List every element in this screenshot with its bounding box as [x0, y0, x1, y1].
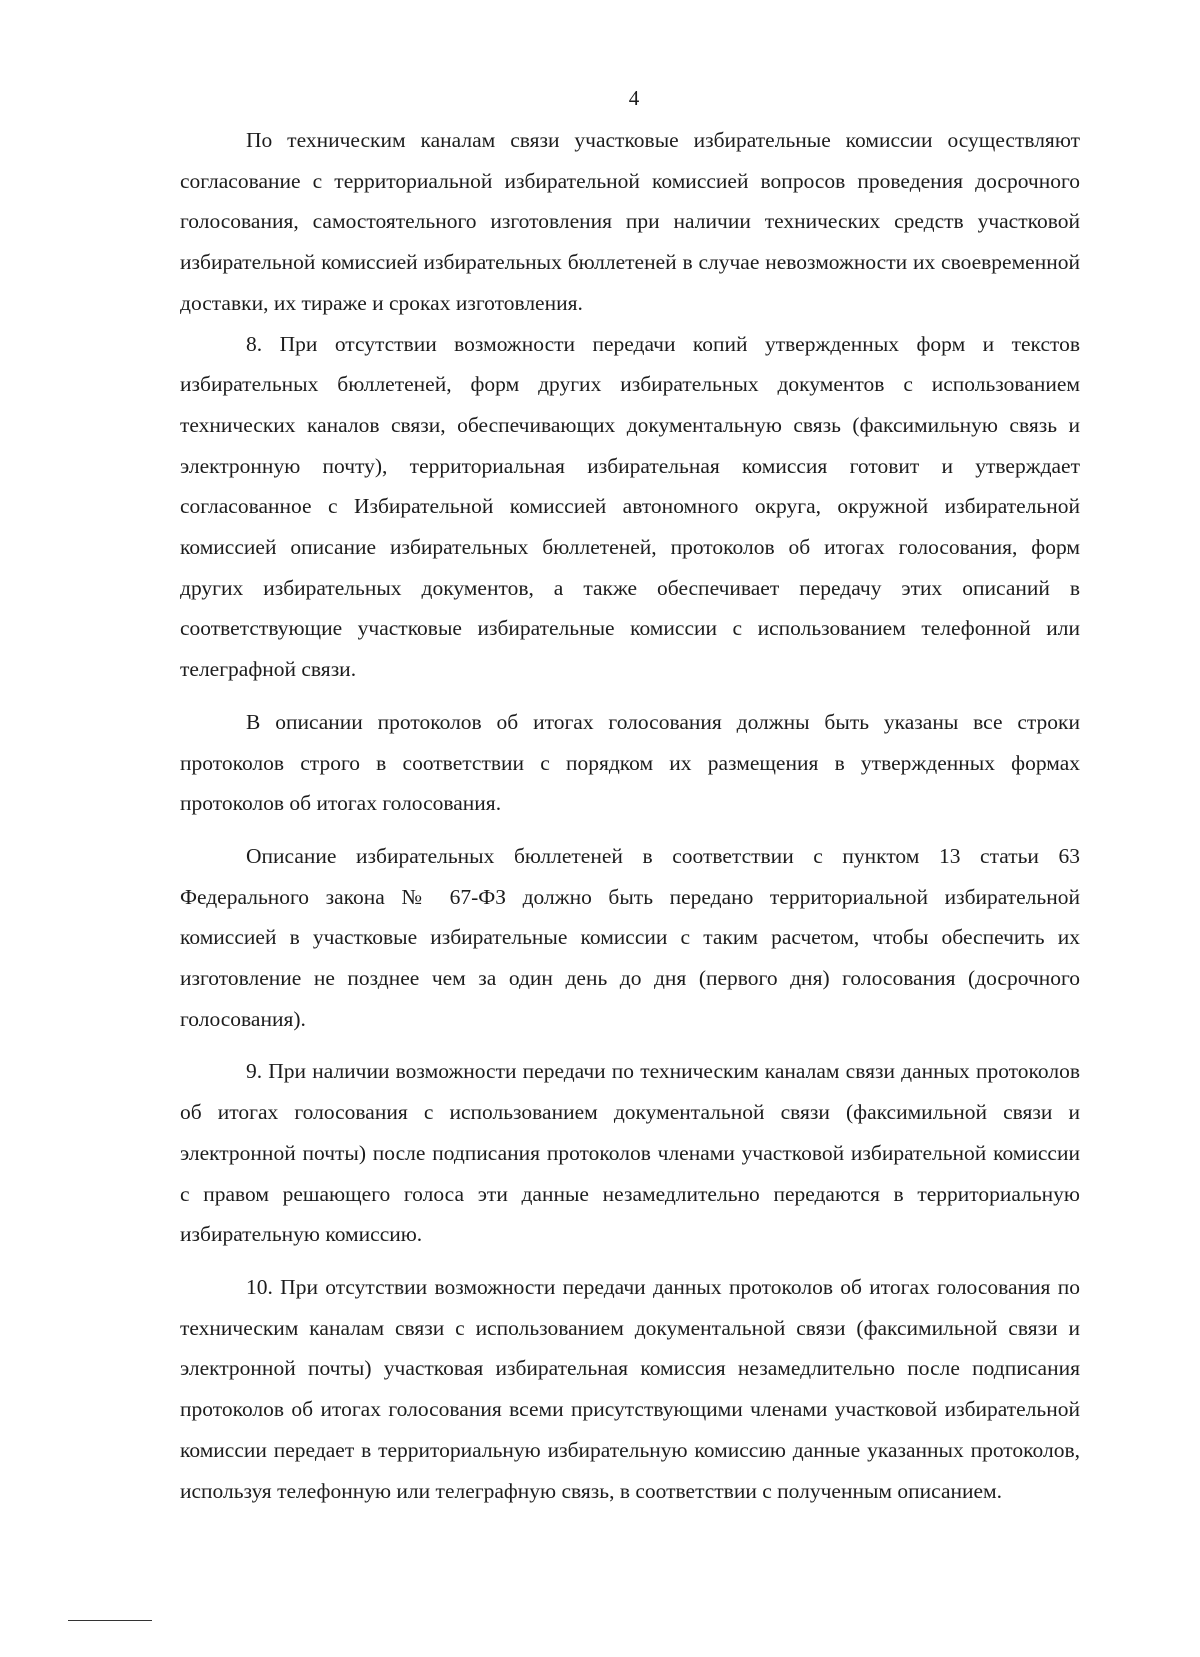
page-number: 4 [628, 86, 640, 110]
paragraph-item-8: 8. При отсутствии возможности передачи копий утвержденных форм и текстов избирательных бюллетеней, форм других избирательных документов с использованием технических каналов связи, обеспечивающих документальную связь (факсимильную связь и электронную почту), территориальная избирательная комиссия готовит и утверждает согласованное с Избирательной комиссией автономного округа, окружной избирательной комиссией описание избирательных бюллетеней, протоколов об итогах голосования, форм других избирательных документов, а также обеспечивает передачу этих описаний в соответствующие участковые избирательные комиссии с использованием телефонной или телеграфной связи. [180, 331, 1080, 682]
footnote-divider [68, 1620, 152, 1621]
paragraph-item-9: 9. При наличии возможности передачи по техническим каналам связи данных протоколов об итогах голосования с использованием документальной связи (факсимильной связи и электронной почты) после подписания протоколов членами участковой избирательной комиссии с правом решающего голоса эти данные незамедлительно передаются в территориальную избирательную комиссию. [180, 1059, 1080, 1247]
paragraph-protocol-description: В описании протоколов об итогах голосования должны быть указаны все строки протоколов строго в соответствии с порядком их размещения в утвержденных формах протоколов об итогах голосования. [180, 709, 1080, 816]
paragraph-technical-channels: По техническим каналам связи участковые избирательные комиссии осуществляют согласование с территориальной избирательной комиссией вопросов проведения досрочного голосования, самостоятельного изготовления при наличии технических средств участковой избирательной комиссией избирательных бюллетеней в случае невозможности их своевременной доставки, их тираже и сроках изготовления. [180, 128, 1080, 315]
document-body [180, 120, 1080, 1511]
paragraph-ballot-description: Описание избирательных бюллетеней в соответствии с пунктом 13 статьи 63 Федерального закона № 67-ФЗ должно быть передано территориальной избирательной комиссией в участковые избирательные комиссии с таким расчетом, чтобы обеспечить их изготовление не позднее чем за один день до дня (первого дня) голосования (досрочного голосования). [180, 843, 1080, 1031]
paragraph-item-10: 10. При отсутствии возможности передачи данных протоколов об итогах голосования по техническим каналам связи с использованием документальной связи (факсимильной связи и электронной почты) участковая избирательная комиссия незамедлительно после подписания протоколов об итогах голосования всеми присутствующими членами участковой избирательной комиссии передает в территориальную избирательную комиссию данные указанных протоколов, используя телефонную или телеграфную связь, в соответствии с полученным описанием. [180, 1274, 1080, 1503]
